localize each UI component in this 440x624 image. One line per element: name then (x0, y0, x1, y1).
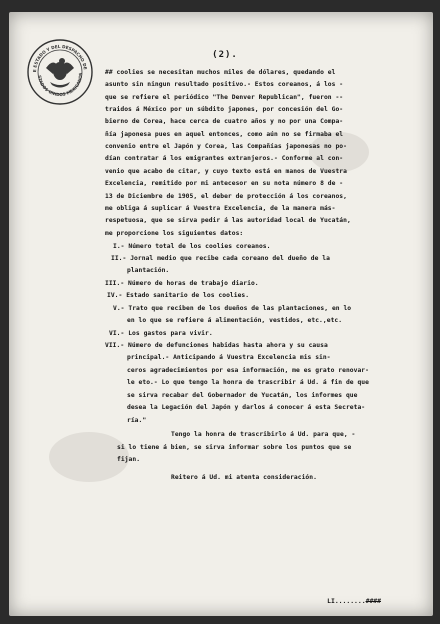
text-line: convenio entre el Japón y Corea, las Compañías japonesas no po- (105, 143, 347, 150)
text-line: ceros agradecimientos por esa información, me es grato renovar- (127, 367, 369, 374)
text-line: ría." (127, 417, 147, 424)
text-line: me proporcione los siguientes datos: (105, 230, 244, 237)
text-line: traidos á México por un súbdito japones, por concesión del Go- (105, 106, 344, 113)
text-line: principal.- Anticipando á Vuestra Excelencia mis sin- (127, 354, 331, 361)
text-line: desea la Legación del Japón y darlos á conocer á esta Secreta- (127, 404, 366, 411)
list-item-continuation: plantación. (127, 267, 170, 274)
text-line: si lo tiene á bien, se sirva informar sobre los puntos que se (117, 444, 352, 451)
list-item: V.- Trato que reciben de los dueños de las plantaciones, en lo (113, 305, 352, 312)
text-line: ñía japonesa pues en aquel entonces, como aún no se firmaba el (105, 131, 344, 138)
list-item-continuation: en lo que se refiere á alimentación, vestidos, etc.,etc. (127, 317, 343, 324)
list-item: II.- Jornal medio que recibe cada coreano del dueño de la (111, 255, 330, 262)
text-line: se sirva recabar del Gobernador de Yucatán, los informes que (127, 392, 358, 399)
text-line: venio que acabo de citar, y cuyo texto está en manos de Vuestra (105, 168, 347, 175)
text-line: fijan. (117, 456, 141, 463)
page-number: (2). (212, 50, 238, 60)
list-item: VII.- Número de defunciones habidas hasta ahora y su causa (105, 342, 328, 349)
text-line: Excelencia, remitido por mi antecesor en su nota número 8 de - (105, 180, 344, 187)
signature-text: LI........ (327, 597, 366, 605)
text-line: asunto sin ningun resultado positivo.- Estos coreanos, á los - (105, 81, 344, 88)
list-item: IV.- Estado sanitario de los coolies. (107, 292, 250, 299)
text-line: Tengo la honra de trascribirlo á Ud. para que, - (171, 431, 356, 438)
text-line: ## coolies se necesitan muchos miles de dólares, quedando el (105, 69, 336, 76)
signature-line (327, 597, 381, 605)
text-line: que se refiere el periódico "The Denver Republican", fueron -- (105, 94, 344, 101)
text-line: respetuosa, que se sirva pedir á las autoridad local de Yucatán, (105, 217, 351, 224)
document-page (9, 12, 433, 616)
text-line: me obliga á suplicar á Vuestra Excelencia, de la manera más- (105, 205, 336, 212)
official-seal-icon (26, 38, 94, 106)
text-line: 13 de Diciembre de 1905, el deber de protección á los coreanos, (105, 193, 347, 200)
text-line: dían contratar á los emigrantes extranjeros.- Conforme al con- (105, 155, 344, 162)
seal-bottom-text: STADOS UNIDOS MEXICANOS (36, 72, 84, 98)
text-line: bierno de Corea, hace cerca de cuatro años y no por una Compa- (105, 118, 344, 125)
list-item: III.- Número de horas de trabajo diario. (105, 280, 259, 287)
text-line: le eto.- Lo que tengo la honra de trascribir á Ud. á fin de que (127, 379, 369, 386)
closing-line: Reitero á Ud. mi atenta consideración. (171, 474, 317, 481)
signature-struck-text: #### (365, 597, 381, 605)
list-item: VI.- Los gastos para vivir. (109, 330, 213, 337)
seal-top-text: E ESTADO Y DEL DESPACHO DE (31, 43, 88, 73)
list-item: I.- Número total de los coolies coreanos. (113, 243, 271, 250)
